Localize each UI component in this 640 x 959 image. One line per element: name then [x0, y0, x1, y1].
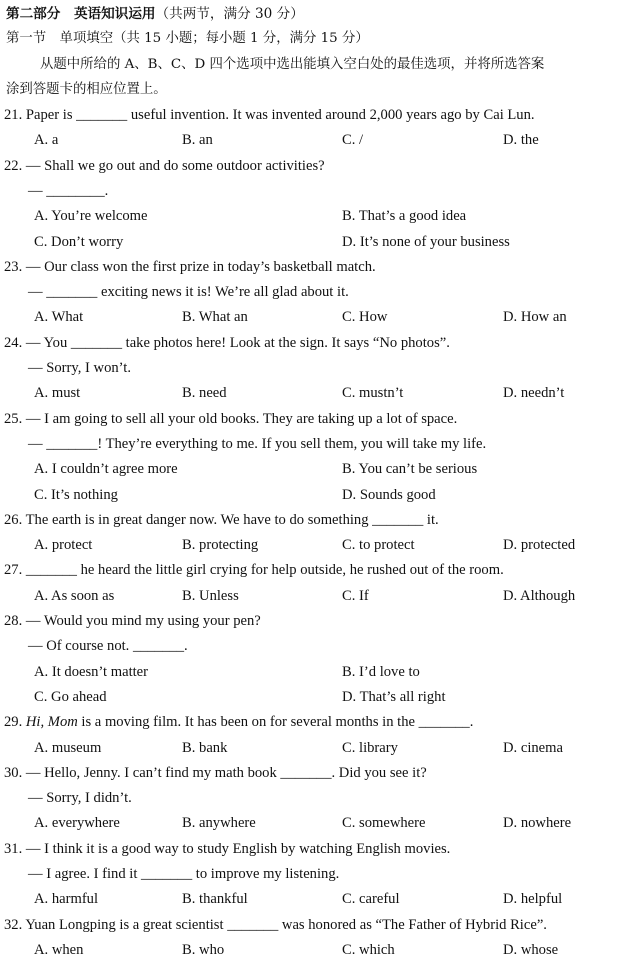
question-response-line: — ________. — [28, 182, 109, 199]
answer-option: C. It’s nothing — [34, 486, 118, 503]
question-stem: 23. — Our class won the first prize in today’s basketball match. — [4, 258, 376, 275]
answer-option: A. museum — [34, 739, 102, 756]
answer-option: D. helpful — [503, 891, 563, 908]
answer-option: A. a — [34, 132, 59, 149]
question-stem: 30. — Hello, Jenny. I can’t find my math book _______. Did you see it? — [4, 764, 427, 781]
answer-option: D. nowhere — [503, 815, 572, 832]
answer-option: B. Unless — [182, 587, 239, 604]
answer-option: C. / — [342, 132, 364, 149]
answer-option: C. How — [342, 309, 388, 326]
answer-option: A. must — [34, 385, 81, 402]
question-stem: 22. — Shall we go out and do some outdoor activities? — [4, 157, 325, 174]
question-response-line: — Sorry, I didn’t. — [28, 790, 132, 807]
answer-option: A. As soon as — [34, 587, 115, 604]
part-note: （共两节，满分 30 分） — [155, 6, 304, 22]
answer-option: B. I’d love to — [342, 663, 420, 680]
answer-option: C. Don’t worry — [34, 233, 124, 250]
question-stem: 31. — I think it is a good way to study English by watching English movies. — [4, 840, 451, 857]
answer-option: A. protect — [34, 537, 93, 554]
answer-option: C. mustn’t — [342, 385, 404, 402]
answer-option: C. If — [342, 587, 369, 604]
answer-option: C. which — [342, 941, 395, 958]
part-heading — [6, 5, 636, 23]
answer-option: B. thankful — [182, 891, 248, 908]
answer-option: D. needn’t — [503, 385, 565, 402]
answer-option: D. Although — [503, 587, 576, 604]
answer-option: B. bank — [182, 739, 228, 756]
answer-option: B. anywhere — [182, 815, 256, 832]
question-stem: 24. — You _______ take photos here! Look at the sign. It says “No photos”. — [4, 334, 450, 351]
answer-option: B. That’s a good idea — [342, 208, 467, 225]
answer-option: A. I couldn’t agree more — [34, 461, 178, 478]
question-stem: 32. Yuan Longping is a great scientist _______ was honored as “The Father of Hybrid Rice”. — [4, 916, 547, 933]
answer-option: B. who — [182, 941, 225, 958]
question-stem: 27. _______ he heard the little girl crying for help outside, he rushed out of the room. — [4, 562, 504, 579]
answer-option: C. to protect — [342, 537, 415, 554]
answer-option: D. the — [503, 132, 539, 149]
section-title: 第一节 单项填空（共 15 小题；每小题 1 分，满分 15 分） — [6, 31, 369, 46]
answer-option: C. library — [342, 739, 398, 756]
answer-option: A. You’re welcome — [34, 208, 148, 225]
answer-option: A. everywhere — [34, 815, 120, 832]
part-title: 第二部分 英语知识运用 — [6, 6, 156, 22]
instructions-line-1: 从题中所给的 A、B、C、D 四个选项中选出能填入空白处的最佳选项，并将所选答案 — [40, 57, 545, 72]
answer-option: D. It’s none of your business — [342, 233, 510, 250]
question-response-line: — I agree. I find it _______ to improve my listening. — [28, 866, 340, 882]
question-response-line: — Sorry, I won’t. — [28, 360, 131, 376]
answer-option: A. What — [34, 309, 84, 326]
answer-option: D. How an — [503, 309, 567, 326]
answer-option: B. need — [182, 385, 227, 402]
answer-option: A. when — [34, 941, 84, 958]
question-stem: 21. Paper is _______ useful invention. It was invented around 2,000 years ago by Cai Lun. — [4, 107, 535, 123]
answer-option: C. somewhere — [342, 815, 426, 832]
question-response-line: — _______! They’re everything to me. If you sell them, you will take my life. — [28, 435, 487, 452]
answer-option: D. Sounds good — [342, 486, 436, 503]
answer-option: C. Go ahead — [34, 688, 107, 705]
question-response-line: — _______ exciting news it is! We’re all glad about it. — [28, 284, 349, 301]
answer-option: B. You can’t be serious — [342, 461, 478, 478]
answer-option: C. careful — [342, 891, 400, 908]
answer-option: B. What an — [182, 309, 248, 326]
question-stem: 25. — I am going to sell all your old books. They are taking up a lot of space. — [4, 410, 458, 427]
instructions-line-2: 涂到答题卡的相应位置上。 — [6, 82, 167, 97]
answer-option: D. cinema — [503, 739, 563, 756]
answer-option: A. It doesn’t matter — [34, 663, 149, 680]
answer-option: B. an — [182, 132, 213, 149]
answer-option: D. protected — [503, 537, 576, 554]
question-response-line: — Of course not. _______. — [28, 638, 188, 655]
answer-option: D. That’s all right — [342, 688, 446, 705]
answer-option: A. harmful — [34, 891, 99, 908]
question-stem: 28. — Would you mind my using your pen? — [4, 613, 261, 629]
question-stem: 26. The earth is in great danger now. We have to do something _______ it. — [4, 511, 439, 528]
answer-option: B. protecting — [182, 537, 259, 554]
answer-option: D. whose — [503, 941, 559, 958]
question-stem: 29. Hi, Mom is a moving film. It has been on for several months in the _______. — [4, 714, 474, 731]
